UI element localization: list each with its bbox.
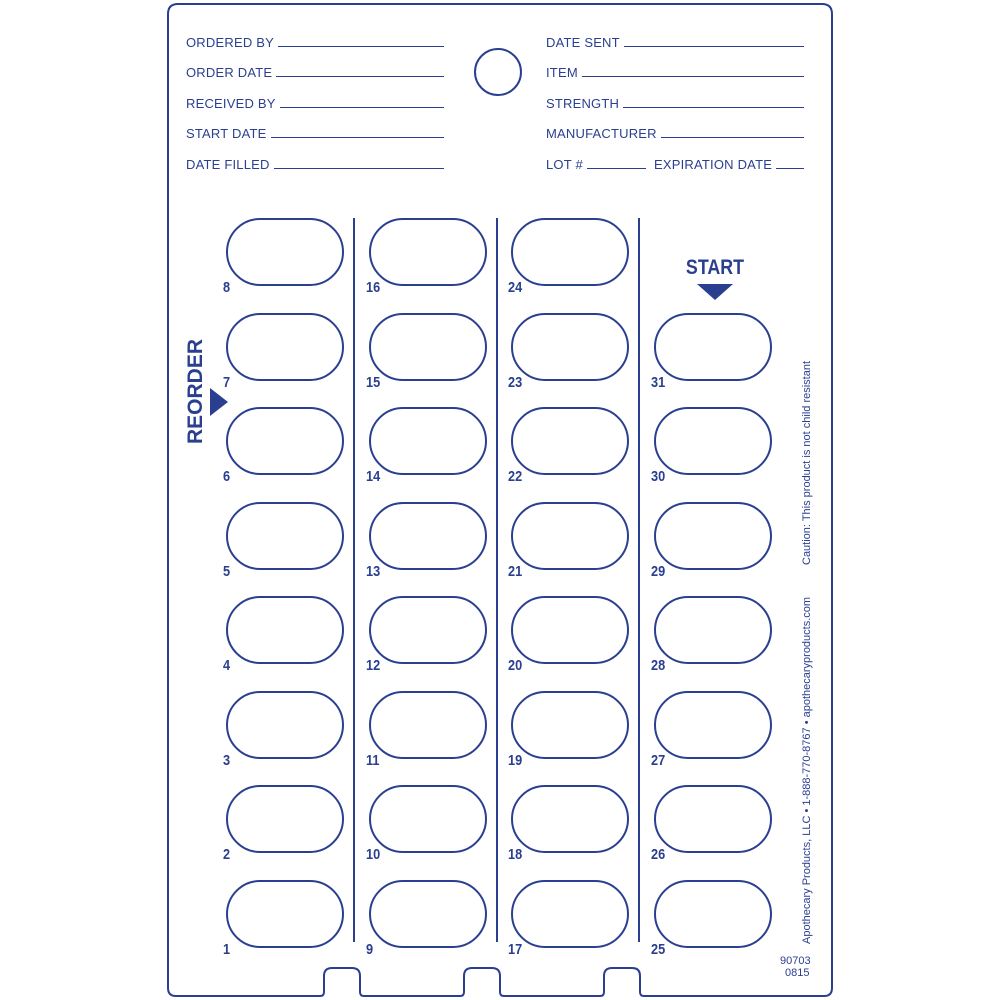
strength-line (623, 106, 804, 108)
blister-cell[interactable] (369, 218, 487, 286)
reorder-arrow-icon (210, 388, 228, 416)
day-number: 18 (508, 846, 523, 863)
expiration-date-label: EXPIRATION DATE (654, 157, 773, 172)
product-code: 90703 (780, 955, 811, 967)
day-number: 17 (508, 940, 523, 958)
blister-cell[interactable] (369, 691, 487, 759)
day-number: 4 (223, 657, 231, 674)
day-number: 3 (223, 751, 231, 769)
day-number: 16 (366, 279, 381, 296)
lot-line (587, 167, 646, 169)
manufacturer-label: MANUFACTURER (546, 126, 657, 141)
day-number: 6 (223, 468, 231, 485)
date-filled-field[interactable] (186, 152, 444, 172)
day-number: 1 (223, 940, 231, 958)
column-divider-3 (638, 218, 640, 942)
day-number: 14 (366, 468, 381, 485)
day-number: 8 (223, 279, 231, 296)
day-number: 24 (508, 279, 523, 296)
blister-cell[interactable] (226, 596, 344, 664)
blister-cell[interactable] (226, 691, 344, 759)
blister-cell[interactable] (369, 880, 487, 948)
blister-cell[interactable] (511, 596, 629, 664)
day-number: 26 (651, 846, 666, 863)
expiration-date-field[interactable] (654, 152, 804, 172)
blister-cell[interactable] (226, 313, 344, 381)
day-number: 20 (508, 657, 523, 674)
column-divider-1 (353, 218, 355, 942)
date-sent-field[interactable] (546, 30, 804, 50)
received-by-label: RECEIVED BY (186, 96, 276, 111)
revision-code: 0815 (785, 967, 810, 979)
day-number: 13 (366, 562, 381, 580)
blister-cell[interactable] (369, 785, 487, 853)
blister-cell[interactable] (226, 407, 344, 475)
day-number: 11 (366, 751, 380, 769)
order-date-line (276, 75, 444, 77)
blister-cell[interactable] (226, 785, 344, 853)
column-divider-2 (496, 218, 498, 942)
ordered-by-line (278, 45, 444, 47)
date-sent-line (624, 45, 804, 47)
blister-cell[interactable] (654, 785, 772, 853)
blister-cell[interactable] (369, 502, 487, 570)
blister-cell[interactable] (654, 880, 772, 948)
item-field[interactable] (546, 60, 804, 80)
blister-cell[interactable] (654, 313, 772, 381)
blister-cell[interactable] (654, 407, 772, 475)
blister-cell[interactable] (654, 596, 772, 664)
blister-cell[interactable] (511, 502, 629, 570)
order-date-label: ORDER DATE (186, 65, 273, 80)
lot-field[interactable] (546, 152, 646, 172)
day-number: 23 (508, 373, 523, 391)
blister-cell[interactable] (369, 313, 487, 381)
day-number: 25 (651, 940, 666, 958)
blister-cell[interactable] (654, 502, 772, 570)
start-arrow-icon (697, 284, 733, 300)
date-filled-line (274, 167, 444, 169)
start-label: START (685, 256, 745, 279)
blister-cell[interactable] (369, 407, 487, 475)
blister-cell[interactable] (654, 691, 772, 759)
date-sent-label: DATE SENT (546, 35, 620, 50)
blister-cell[interactable] (226, 502, 344, 570)
ordered-by-field[interactable] (186, 30, 444, 50)
day-number: 15 (366, 373, 381, 391)
strength-field[interactable] (546, 91, 804, 111)
day-number: 7 (223, 373, 231, 391)
received-by-line (280, 106, 444, 108)
day-number: 29 (651, 562, 666, 580)
day-number: 27 (651, 751, 666, 769)
blister-cell[interactable] (511, 313, 629, 381)
ordered-by-label: ORDERED BY (186, 35, 274, 50)
day-number: 30 (651, 468, 666, 485)
blister-cell[interactable] (511, 785, 629, 853)
day-number: 9 (366, 940, 374, 958)
day-number: 2 (223, 846, 231, 863)
day-number: 21 (508, 562, 523, 580)
manufacturer-line (661, 136, 804, 138)
manufacturer-field[interactable] (546, 121, 804, 141)
blister-cell[interactable] (511, 691, 629, 759)
date-filled-label: DATE FILLED (186, 157, 270, 172)
order-date-field[interactable] (186, 60, 444, 80)
day-number: 10 (366, 846, 381, 863)
item-line (582, 75, 804, 77)
received-by-field[interactable] (186, 91, 444, 111)
reorder-label: REORDER (184, 338, 207, 444)
day-number: 19 (508, 751, 523, 769)
day-number: 28 (651, 657, 666, 674)
lot-label: LOT # (546, 157, 583, 172)
start-date-line (271, 136, 445, 138)
day-number: 31 (651, 373, 666, 391)
caution-text: Caution: This product is not child resistant (801, 360, 813, 565)
expiration-date-line (776, 167, 804, 169)
start-date-field[interactable] (186, 121, 444, 141)
company-info-text: Apothecary Products, LLC • 1-888-770-8767 • apothecaryproducts.com (801, 596, 813, 944)
item-label: ITEM (546, 65, 578, 80)
day-number: 12 (366, 657, 381, 674)
blister-cell[interactable] (511, 218, 629, 286)
blister-cell[interactable] (226, 218, 344, 286)
day-number: 22 (508, 468, 523, 485)
blister-cell[interactable] (511, 407, 629, 475)
blister-cell[interactable] (226, 880, 344, 948)
punch-hole (474, 48, 522, 96)
start-date-label: START DATE (186, 126, 267, 141)
blister-cell[interactable] (511, 880, 629, 948)
blister-cell[interactable] (369, 596, 487, 664)
day-number: 5 (223, 562, 231, 580)
strength-label: STRENGTH (546, 96, 620, 111)
